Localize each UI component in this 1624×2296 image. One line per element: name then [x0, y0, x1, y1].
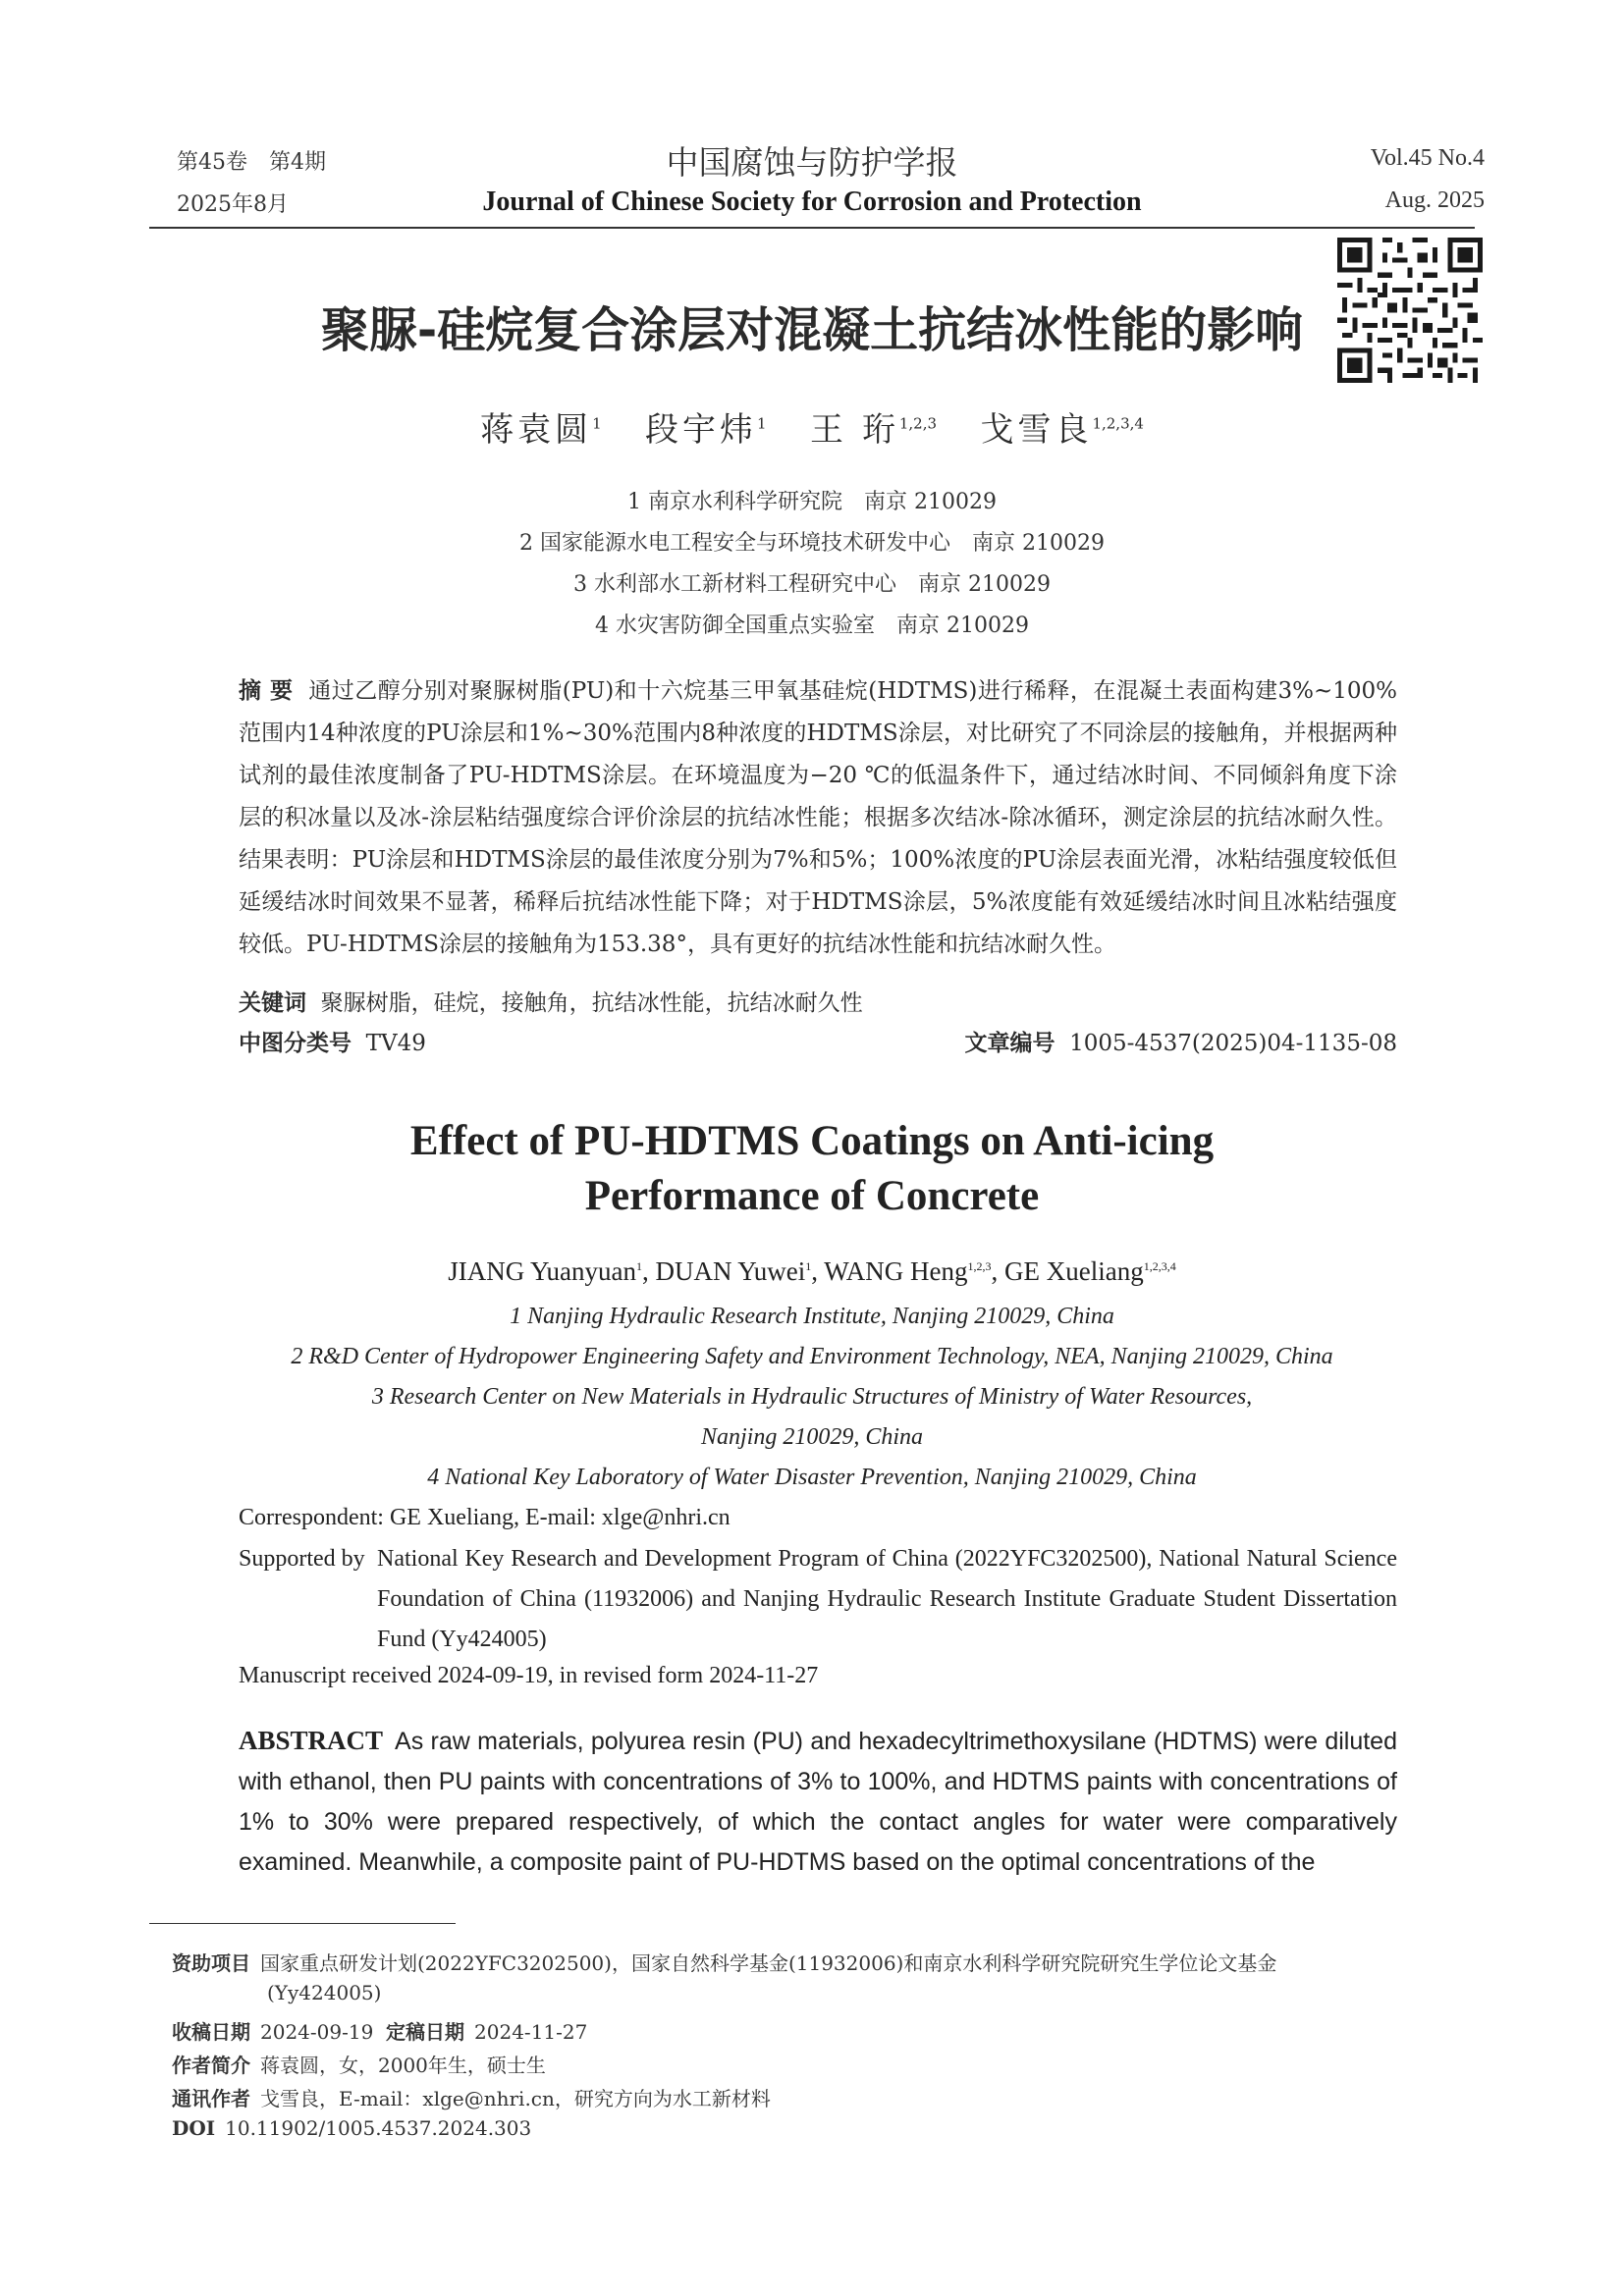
- affiliation-en: 1 Nanjing Hydraulic Research Institute, Nanjing 210029, China: [510, 1304, 1114, 1329]
- abstract-label-en: ABSTRACT: [239, 1726, 384, 1755]
- abstract-en: [239, 1721, 1397, 1883]
- author-name-cn: 戈雪良: [980, 410, 1093, 450]
- article-title-en-line: Effect of PU-HDTMS Coatings on Anti-icing: [409, 1118, 1215, 1164]
- footnote-text: 戈雪良，E-mail：xlge@nhri.cn，研究方向为水工新材料: [260, 2087, 771, 2110]
- author-name-en: DUAN Yuwei: [655, 1256, 806, 1286]
- author-affiliation-mark: 1,2,3,4: [1143, 1259, 1176, 1273]
- clc-label: 中图分类号: [239, 1030, 352, 1056]
- affiliation-en: 2 R&D Center of Hydropower Engineering Safety and Environment Technology, NEA, Nanjing 210029, China: [291, 1344, 1333, 1369]
- footnote-rule: [149, 1923, 456, 1924]
- article-number: [964, 1025, 1397, 1057]
- footnote-corresponding: [172, 2083, 771, 2111]
- author-affiliation-mark: 1,2,3,4: [1092, 414, 1144, 433]
- header-volume-en: Vol.45 No.4: [1370, 145, 1485, 171]
- header-volume-cn: 第45卷 第4期: [177, 150, 326, 175]
- keywords-cn: [239, 985, 863, 1017]
- author-name-cn: 段宇炜: [645, 410, 758, 450]
- author-affiliation-mark: 1,2,3: [967, 1259, 992, 1273]
- manuscript-dates: Manuscript received 2024-09-19, in revised form 2024-11-27: [239, 1663, 819, 1688]
- footnote-label: 定稿日期: [386, 2020, 465, 2044]
- header-rule: [149, 227, 1475, 229]
- affiliation-en: 4 National Key Laboratory of Water Disaster Prevention, Nanjing 210029, China: [427, 1465, 1197, 1490]
- author-affiliation-mark: 1: [757, 414, 767, 433]
- header-date-en: Aug. 2025: [1384, 187, 1485, 213]
- footnote-label: 资助项目: [172, 1951, 250, 1975]
- footnote-label: 收稿日期: [172, 2020, 250, 2044]
- funding-text: National Key Research and Development Program of China (2022YFC3202500), National Natural Science Foundation of China (11932006) and Nanjing Hydraulic Research Institute Graduate Student Dissertation Fund (Yy424005): [377, 1546, 1397, 1652]
- abstract-cn: [239, 669, 1397, 966]
- keywords-label-cn: 关键词: [239, 989, 306, 1016]
- author-name-cn: 蒋袁圆: [480, 410, 593, 450]
- affiliation-cn: 3 水利部水工新材料工程研究中心 南京 210029: [573, 572, 1051, 597]
- clc-number: [239, 1025, 426, 1057]
- author-list-cn: [0, 402, 1624, 451]
- footnote-received: 2024-09-19: [260, 2020, 374, 2044]
- journal-title-en: Journal of Chinese Society for Corrosion and Protection: [482, 187, 1142, 217]
- footnote-text: 国家重点研发计划(2022YFC3202500)，国家自然科学基金(11932006)和南京水利科学研究院研究生学位论文基金: [260, 1951, 1277, 1975]
- footnote-revised: 2024-11-27: [474, 2020, 588, 2044]
- author-list-en: JIANG Yuanyuan$^1$, DUAN Yuwei$^1$, WANG Heng$^{1,2,3}$, GE Xueliang$^{1,2,3,4}$: [448, 1256, 1176, 1286]
- footnote-label: 通讯作者: [172, 2087, 250, 2110]
- footnote-doi: [172, 2116, 531, 2140]
- affiliation-en: 3 Research Center on New Materials in Hydraulic Structures of Ministry of Water Resources,: [371, 1384, 1253, 1410]
- abstract-text-cn: 通过乙醇分别对聚脲树脂(PU)和十六烷基三甲氧基硅烷(HDTMS)进行稀释，在混凝土表面构建3%~100%范围内14种浓度的PU涂层和1%~30%范围内8种浓度的HDTMS涂层，对比研究了不同涂层的接触角，并根据两种试剂的最佳浓度制备了PU-HDTMS涂层。在环境温度为−20 ℃的低温条件下，通过结冰时间、不同倾斜角度下涂层的积冰量以及冰-涂层粘结强度综合评价涂层的抗结冰性能；根据多次结冰-除冰循环，测定涂层的抗结冰耐久性。结果表明：PU涂层和HDTMS涂层的最佳浓度分别为7%和5%；100%浓度的PU涂层表面光滑，冰粘结强度较低但延缓结冰时间效果不显著，稀释后抗结冰性能下降；对于HDTMS涂层，5%浓度能有效延缓结冰时间且冰粘结强度较低。PU-HDTMS涂层的接触角为153.38°，具有更好的抗结冰性能和抗结冰耐久性。: [239, 678, 1397, 957]
- author-name-en: JIANG Yuanyuan: [448, 1256, 636, 1286]
- footnote-funding-cont: (Yy424005): [267, 1981, 382, 2004]
- header-date-cn: 2025年8月: [177, 192, 289, 217]
- affiliation-en: Nanjing 210029, China: [700, 1424, 924, 1450]
- article-number-value: 1005-4537(2025)04-1135-08: [1069, 1031, 1397, 1056]
- footnote-label: DOI: [172, 2116, 216, 2140]
- article-number-label: 文章编号: [964, 1030, 1056, 1056]
- article-title-en-line: Performance of Concrete: [584, 1173, 1040, 1219]
- keywords-text-cn: 聚脲树脂，硅烷，接触角，抗结冰性能，抗结冰耐久性: [320, 990, 863, 1016]
- author-affiliation-mark: 1: [636, 1259, 642, 1273]
- footnote-author: [172, 2050, 546, 2078]
- affiliation-cn: 2 国家能源水电工程安全与环境技术研发中心 南京 210029: [519, 531, 1105, 556]
- article-title-cn: 聚脲-硅烷复合涂层对混凝土抗结冰性能的影响: [320, 302, 1304, 358]
- funding-label: Supported by: [239, 1546, 365, 1572]
- footnote-label: 作者简介: [172, 2054, 250, 2077]
- footnote-dates: [172, 2016, 587, 2045]
- author-name-cn: 王 珩: [810, 410, 899, 450]
- article-title-en: [0, 1114, 1624, 1224]
- author-name-en: WANG Heng: [824, 1256, 968, 1286]
- correspondent: Correspondent: GE Xueliang, E-mail: xlge@nhri.cn: [239, 1505, 731, 1530]
- footnote-funding: [172, 1948, 1276, 1976]
- funding-statement: [239, 1539, 1397, 1660]
- journal-title-cn: 中国腐蚀与防护学报: [666, 143, 958, 182]
- author-affiliation-mark: 1: [592, 414, 602, 433]
- footnote-text: 蒋袁圆，女，2000年生，硕士生: [260, 2054, 546, 2077]
- clc-value: TV49: [365, 1031, 426, 1056]
- author-name-en: GE Xueliang: [1003, 1256, 1144, 1286]
- author-affiliation-mark: 1: [805, 1259, 812, 1273]
- doi-link[interactable]: 10.11902/1005.4537.2024.303: [225, 2116, 532, 2140]
- abstract-label-cn: 摘 要: [239, 677, 294, 704]
- author-affiliation-mark: 1,2,3: [898, 414, 938, 433]
- affiliation-cn: 1 南京水利科学研究院 南京 210029: [627, 490, 997, 514]
- affiliation-cn: 4 水灾害防御全国重点实验室 南京 210029: [595, 614, 1029, 638]
- abstract-text-en: As raw materials, polyurea resin (PU) and hexadecyltrimethoxysilane (HDTMS) were diluted with ethanol, then PU paints with concentrations of 3% to 100%, and HDTMS paints with concentrations of 1% to 30% were prepared respectively, of which the contact angles for water were comparatively examined. Meanwhile, a composite paint of PU-HDTMS based on the optimal concentrations of the: [239, 1728, 1397, 1876]
